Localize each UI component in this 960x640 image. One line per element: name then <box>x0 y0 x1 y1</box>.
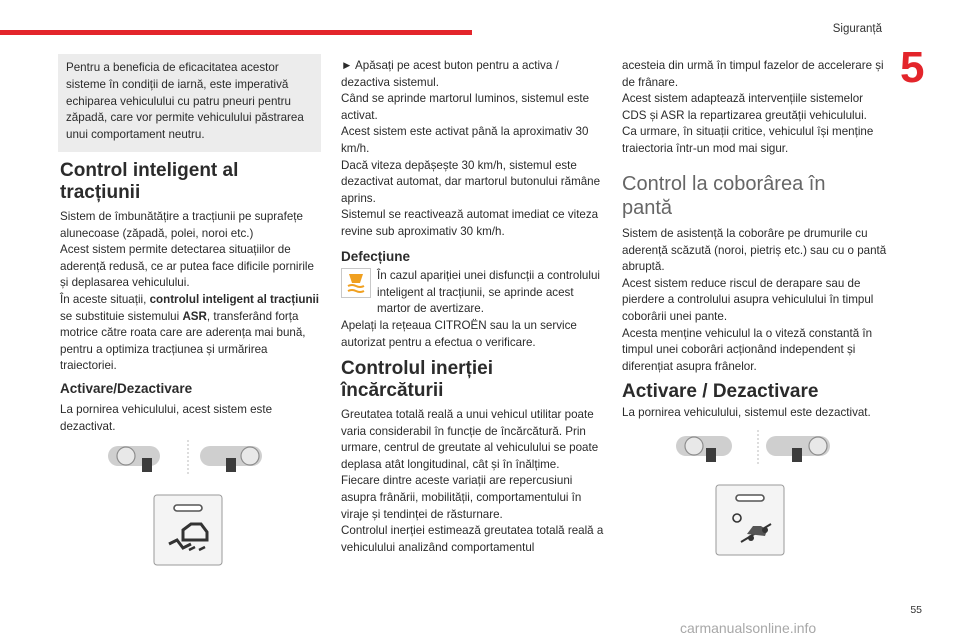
activation-text-2: La pornirea vehiculului, sistemul este dezactivat. <box>622 406 871 419</box>
section-title: Siguranță <box>832 23 882 35</box>
traction-control-body <box>60 209 322 375</box>
heading-hill-descent: Control la coborârea în pantă <box>622 173 826 219</box>
hill-text-3: Acesta menține vehiculul la o viteză constantă în timpul unei coborâri acționând independent și diferențiat asupra frânelor. <box>622 326 873 373</box>
continuation-text-3: Ca urmare, în situații critice, vehiculul își menține traiectoria într-un mod mai sigur. <box>622 125 874 155</box>
hill-text-1: Sistem de asistență la coborâre pe drumurile cu aderență scăzută (noroi, pietriș etc.) sau cu o pantă abruptă. <box>622 227 887 274</box>
winter-tyres-note <box>58 54 321 152</box>
heading-activation-2: Activare / Dezactivare <box>622 381 819 402</box>
steering-wheel-icon <box>766 436 830 462</box>
fault-text-1: În cazul apariției unei disfuncții a controlului inteligent al tracțiunii, se aprinde acest martor de avertizare. <box>377 269 600 316</box>
fault-text-2: Apelați la rețeaua CITROËN sau la un service autorizat pentru a efectua o verificare. <box>341 319 577 349</box>
page-number: 55 <box>910 604 922 616</box>
load-inertia-body <box>341 407 606 556</box>
instruction-text-4: Dacă viteza depășește 30 km/h, sistemul este dezactivat automat, dar martorul butonului rămâne aprins. <box>341 158 601 205</box>
continuation-text-1: acesteia din urmă în timpul fazelor de accelerare și de frânare. <box>622 59 884 89</box>
load-text-1: Greutatea totală reală a unui vehicul utilitar poate varia considerabil în funcție de încărcătură. Prin urmare, centrul de greutate al vehiculului se poate deplasa atât longitudinal, cât și în înălțime. <box>341 408 599 471</box>
steering-wheel-icon <box>200 446 262 472</box>
chapter-number: 5 <box>900 43 925 92</box>
heading-load-inertia: Controlul inerției încărcăturii <box>341 358 493 401</box>
traction-text-1: Sistem de îmbunătățire a tracțiunii pe suprafețe alunecoase (zăpadă, polei, noroi etc.) <box>60 210 303 240</box>
note-text: Pentru a beneficia de eficacitatea acestor sisteme în condiții de iarnă, este imperativă echiparea vehiculului cu patru pneuri pentru zăpadă, care vor permite vehiculului păstrarea unui comportament neutru. <box>66 61 304 142</box>
heading-traction-control: Control inteligent al tracțiunii <box>60 160 239 203</box>
heading-fault: Defecțiune <box>341 249 411 264</box>
instruction-text-5: Sistemul se reactivează automat imediat ce viteza revine sub aproximativ 30 km/h. <box>341 208 599 238</box>
load-inertia-continuation <box>622 58 888 158</box>
load-text-2: Fiecare dintre aceste variații are repercusiuni asupra frânării, mobilității, comportamentului în viraje și tendinței de răsturnare. <box>341 474 582 521</box>
hill-descent-body <box>622 226 888 375</box>
button-instructions <box>341 58 606 241</box>
load-text-3: Controlul inerției estimează greutatea totală reală a vehiculului analizând comportamentul <box>341 524 604 554</box>
traction-warning-lamp-icon <box>341 268 371 298</box>
activation-text: La pornirea vehiculului, acest sistem este dezactivat. <box>60 403 273 433</box>
dashboard-illustration-1 <box>100 438 270 478</box>
instruction-text-1: ► Apăsați pe acest buton pentru a activa / dezactiva sistemul. <box>341 59 559 89</box>
hill-text-2: Acest sistem reduce riscul de derapare sau de pierdere a controlului asupra vehiculului în timpul coborârii unei pante. <box>622 276 874 323</box>
header-accent-bar <box>0 30 472 35</box>
dashboard-illustration-2 <box>672 428 842 468</box>
instruction-text-3: Acest sistem este activat până la aproximativ 30 km/h. <box>341 125 589 155</box>
continuation-text-2: Acest sistem adaptează intervențiile sistemelor CDS și ASR la repartizarea greutății vehiculului. <box>622 92 867 122</box>
steering-wheel-icon <box>676 436 732 462</box>
hill-descent-button-icon <box>715 484 785 556</box>
traction-control-button-icon <box>153 494 223 566</box>
steering-wheel-icon <box>108 446 160 472</box>
watermark: carmanualsonline.info <box>680 620 817 636</box>
instruction-text-2: Când se aprinde martorul luminos, sistemul este activat. <box>341 92 590 122</box>
heading-activation: Activare/Dezactivare <box>60 381 193 396</box>
traction-text-2: Acest sistem permite detectarea situațiilor de aderență redusă, ce ar putea face dificile pornirile și deplasarea vehiculului. <box>60 243 314 290</box>
traction-text-3: În aceste situații, controlul inteligent al tracțiunii se substituie sistemului ASR, transferând forța motrice către roata care are aderența mai bună, pentru a optimiza tracțiunea și urmărirea traiectoriei. <box>60 292 319 373</box>
